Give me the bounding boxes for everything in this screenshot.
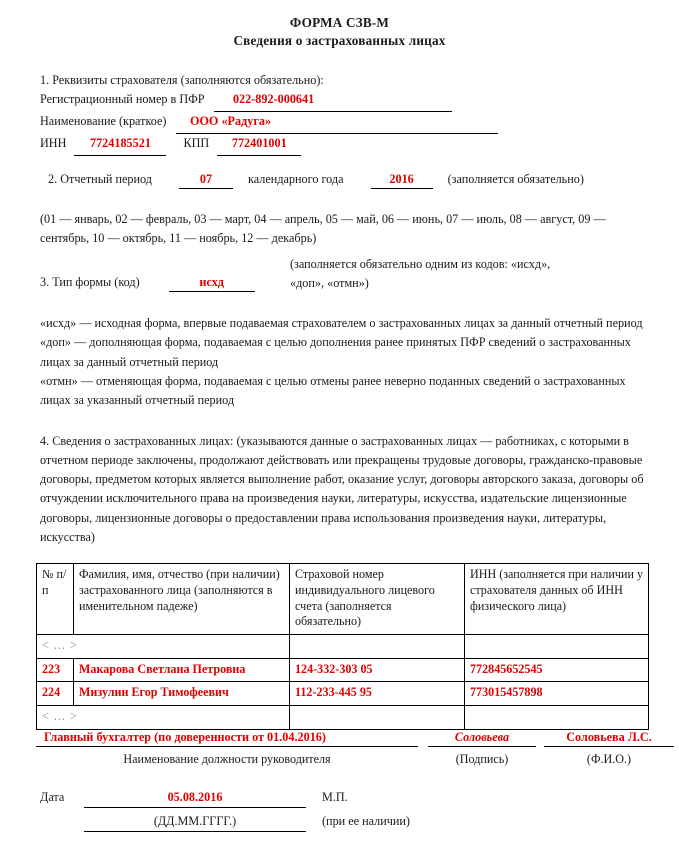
- signature-mark-value[interactable]: Соловьева: [428, 730, 536, 747]
- signatory-fio-value[interactable]: Соловьева Л.С.: [544, 730, 674, 747]
- section-1-insurer-details: [0, 71, 679, 156]
- row-fullname[interactable]: Макарова Светлана Петровна: [74, 658, 290, 682]
- form-title-block: [0, 0, 679, 50]
- form-type-row: [40, 275, 255, 292]
- signatory-fio-caption: (Ф.И.О.): [586, 751, 632, 766]
- form-type-value[interactable]: исхд: [169, 275, 255, 292]
- form-type-note: (заполняется обязательно одним из кодов: «исхд», «доп», «отмн»): [290, 257, 551, 290]
- table-header-row: [37, 564, 649, 635]
- stamp-note: (при ее наличии): [322, 813, 410, 828]
- kpp-value[interactable]: 772401001: [217, 134, 301, 156]
- ellipsis-top-spacer-snils: [290, 635, 465, 659]
- short-name-label: Наименование (краткое): [40, 114, 167, 129]
- row-snils[interactable]: 112-233-445 95: [290, 682, 465, 706]
- inn-value[interactable]: 7724185521: [74, 134, 166, 156]
- section-3-form-type: [0, 257, 679, 305]
- insured-persons-table: [36, 563, 649, 730]
- stamp-label: М.П.: [322, 789, 348, 804]
- column-header-number: № п/п: [37, 564, 74, 635]
- row-number: 223: [37, 658, 74, 682]
- date-block: [36, 782, 648, 844]
- form-type-explanation-otmn: «отмн» — отменяющая форма, подаваемая с целью отмены ранее неверно поданных сведений о застрахованных лицах за указанный отчетный период: [40, 374, 626, 408]
- registration-number-row: [40, 90, 655, 112]
- ellipsis-bottom: < ... >: [37, 706, 290, 730]
- table-ellipsis-row-bottom: [37, 706, 649, 730]
- table-ellipsis-row-top: [37, 635, 649, 659]
- column-header-fullname: Фамилия, имя, отчество (при наличии) застрахованного лица (заполняются в именительном падеже): [74, 564, 290, 635]
- form-type-explanation-ishd: «исхд» — исходная форма, впервые подаваемая страхователем о застрахованных лицах за данный отчетный период: [40, 316, 643, 331]
- date-format-caption: (ДД.ММ.ГГГГ.): [84, 814, 306, 832]
- table-row: [37, 682, 649, 706]
- calendar-year-label: календарного года: [248, 171, 344, 186]
- registration-number-label: Регистрационный номер в ПФР: [40, 92, 205, 107]
- reporting-period-label: 2. Отчетный период: [48, 171, 152, 186]
- table-row: [37, 658, 649, 682]
- inn-kpp-row: [40, 134, 655, 156]
- ellipsis-bottom-spacer-snils: [290, 706, 465, 730]
- ellipsis-top-spacer-inn: [465, 635, 649, 659]
- reporting-period-note: (заполняется обязательно): [447, 171, 584, 186]
- row-inn[interactable]: 773015457898: [465, 682, 649, 706]
- form-type-label: 3. Тип формы (код): [40, 275, 140, 290]
- column-header-snils: Страховой номер индивидуального лицевого счета (заполняется обязательно): [290, 564, 465, 635]
- ellipsis-top: < ... >: [37, 635, 290, 659]
- months-legend: (01 — январь, 02 — февраль, 03 — март, 04 — апрель, 05 — май, 06 — июнь, 07 — июль, 08 — август, 09 — сентябрь, 10 — октябрь, 11 — ноябрь, 12 — декабрь): [40, 211, 606, 245]
- form-type-explanation-dop: «доп» — дополняющая форма, подаваемая с целью дополнения ранее принятых ПФР сведений о застрахованных лицах за данный отчетный период: [40, 335, 631, 369]
- inn-label: ИНН: [40, 135, 67, 150]
- section-1-heading: 1. Реквизиты страхователя (заполняются обязательно):: [40, 72, 324, 87]
- row-fullname[interactable]: Мизулин Егор Тимофеевич: [74, 682, 290, 706]
- date-value[interactable]: 05.08.2016: [84, 790, 306, 808]
- reporting-year-value[interactable]: 2016: [371, 172, 433, 189]
- registration-number-value[interactable]: 022-892-000641: [214, 90, 334, 112]
- ellipsis-bottom-spacer-inn: [465, 706, 649, 730]
- signature-caption: (Подпись): [455, 751, 509, 766]
- signatory-position-caption: Наименование должности руководителя: [123, 751, 331, 766]
- signatory-position-value[interactable]: Главный бухгалтер (по доверенности от 01.04.2016): [36, 730, 418, 747]
- reporting-month-value[interactable]: 07: [179, 172, 233, 189]
- section-4-intro: 4. Сведения о застрахованных лицах: (указываются данные о застрахованных лицах — работниках, с которыми в отчетном периоде заключены, продолжают действовать или прекращены трудовые договоры, гражданско-правовые договоры, предметом которых является выполнение работ, оказание услуг, договоры авторского заказа, договоры об отчуждении исключительного права на произведения науки, литературы, искусства, издательские лицензионные договоры, лицензионные договоры о предоставлении права использования произведения науки, литературы, искусства): [40, 433, 644, 544]
- column-header-inn: ИНН (заполняется при наличии у страхователя данных об ИНН физического лица): [465, 564, 649, 635]
- reporting-period-row: [40, 172, 655, 189]
- section-2-reporting-period: [0, 172, 679, 189]
- row-snils[interactable]: 124-332-303 05: [290, 658, 465, 682]
- form-subtitle: Сведения о застрахованных лицах: [233, 32, 446, 48]
- row-number: 224: [37, 682, 74, 706]
- signature-block: [0, 730, 679, 850]
- row-inn[interactable]: 772845652545: [465, 658, 649, 682]
- short-name-row: [40, 112, 655, 134]
- date-label: Дата: [40, 789, 65, 804]
- short-name-value[interactable]: ООО «Радуга»: [176, 112, 286, 134]
- form-title: ФОРМА СЗВ-М: [289, 15, 390, 30]
- kpp-label: КПП: [183, 135, 210, 150]
